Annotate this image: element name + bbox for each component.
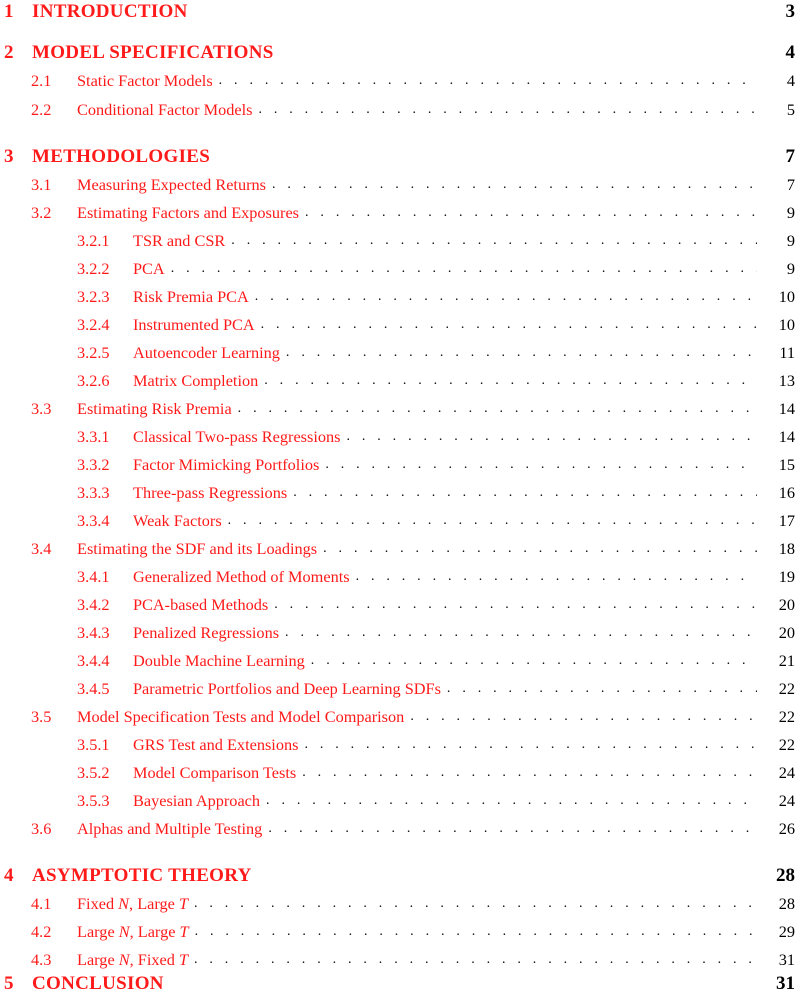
entry-number: 3.3: [31, 399, 52, 418]
entry-number: 3.5.3: [77, 791, 110, 810]
page-number: 29: [778, 922, 795, 941]
toc-entry[interactable]: [0, 705, 805, 729]
section-number: 4: [4, 865, 14, 886]
toc-entry[interactable]: [0, 509, 805, 533]
entry-title[interactable]: TSR and CSR: [133, 231, 226, 250]
entry-number: 2.1: [31, 71, 52, 90]
dot-leader: [410, 709, 757, 725]
dot-leader: [286, 345, 757, 361]
page-number: 3: [785, 1, 795, 22]
toc-entry[interactable]: [0, 621, 805, 645]
entry-number: 3.3.2: [77, 455, 110, 474]
page-number: 24: [778, 763, 795, 782]
entry-number: 4.1: [31, 894, 52, 913]
entry-title[interactable]: [77, 922, 189, 942]
dot-leader: [238, 401, 757, 417]
dot-leader: [346, 429, 757, 445]
math-var: T: [178, 894, 188, 913]
entry-number: 3.4.5: [77, 679, 110, 698]
toc-entry[interactable]: [0, 948, 805, 972]
entry-title[interactable]: PCA-based Methods: [133, 595, 269, 614]
toc-entry[interactable]: [0, 920, 805, 944]
toc-entry[interactable]: [0, 173, 805, 197]
dot-leader: [194, 896, 757, 912]
page-number: 31: [776, 973, 795, 994]
title-text: Fixed: [77, 894, 119, 913]
toc-entry[interactable]: [0, 229, 805, 253]
page-number: 5: [786, 100, 795, 119]
page-number: 22: [778, 707, 795, 726]
entry-title[interactable]: GRS Test and Extensions: [133, 735, 299, 754]
page-number: 24: [778, 791, 795, 810]
section-number: 3: [4, 146, 14, 167]
section-number: 5: [4, 973, 14, 994]
section-number: 2: [4, 42, 14, 63]
entry-number: 3.2.6: [77, 371, 110, 390]
entry-number: 3.2.2: [77, 259, 110, 278]
entry-title[interactable]: [77, 894, 188, 914]
entry-number: 3.2.1: [77, 231, 110, 250]
toc-entry[interactable]: [0, 201, 805, 225]
dot-leader: [356, 569, 757, 585]
page-number: 15: [778, 455, 795, 474]
entry-title[interactable]: Three-pass Regressions: [133, 483, 288, 502]
entry-number: 3.1: [31, 175, 52, 194]
page-number: 28: [776, 865, 795, 886]
dot-leader: [272, 177, 757, 193]
entry-title[interactable]: Autoencoder Learning: [133, 343, 280, 362]
entry-number: 3.2.3: [77, 287, 110, 306]
page-number: 14: [778, 427, 795, 446]
dot-leader: [264, 373, 757, 389]
dot-leader: [266, 793, 757, 809]
entry-number: 4.2: [31, 922, 52, 941]
page-number: 9: [786, 231, 795, 250]
entry-title[interactable]: Bayesian Approach: [133, 791, 261, 810]
entry-number: 3.6: [31, 819, 52, 838]
toc-entry[interactable]: [0, 677, 805, 701]
entry-title[interactable]: Estimating Risk Premia: [77, 399, 232, 418]
math-var: N: [118, 922, 130, 941]
toc-entry[interactable]: [0, 789, 805, 813]
dot-leader: [194, 952, 757, 968]
math-var: T: [178, 950, 188, 969]
page-number: 31: [778, 950, 795, 969]
entry-number: 3.4.1: [77, 567, 110, 586]
dot-leader: [304, 737, 757, 753]
page-number: 19: [778, 567, 795, 586]
toc-entry[interactable]: [0, 593, 805, 617]
page-number: 18: [778, 539, 795, 558]
toc-entry[interactable]: [0, 257, 805, 281]
toc-entry[interactable]: [0, 397, 805, 421]
dot-leader: [228, 513, 757, 529]
entry-title[interactable]: Measuring Expected Returns: [77, 175, 266, 194]
math-var: N: [118, 894, 130, 913]
math-var: N: [118, 950, 130, 969]
toc-entry[interactable]: [0, 892, 805, 916]
toc-entry[interactable]: [0, 537, 805, 561]
toc-section-introduction[interactable]: [0, 0, 805, 24]
dot-leader: [274, 597, 757, 613]
entry-title[interactable]: Estimating the SDF and its Loadings: [77, 539, 318, 558]
page-number: 20: [778, 623, 795, 642]
entry-title[interactable]: Weak Factors: [133, 511, 222, 530]
title-text: , Large: [129, 894, 179, 913]
page-number: 13: [778, 371, 795, 390]
toc-section-conclusion[interactable]: [0, 972, 805, 996]
section-number: 1: [4, 1, 14, 22]
toc-section-asymptotic-theory[interactable]: [0, 864, 805, 888]
page-number: 17: [778, 511, 795, 530]
section-title[interactable]: INTRODUCTION: [32, 1, 188, 22]
title-text: Large: [77, 922, 119, 941]
dot-leader: [171, 261, 757, 277]
page-number: 9: [786, 203, 795, 222]
entry-number: 2.2: [31, 100, 52, 119]
dot-leader: [255, 289, 757, 305]
dot-leader: [195, 924, 757, 940]
section-title[interactable]: ASYMPTOTIC THEORY: [32, 865, 252, 886]
dot-leader: [293, 485, 757, 501]
title-text: , Large: [129, 922, 180, 941]
section-title[interactable]: MODEL SPECIFICATIONS: [32, 42, 274, 63]
entry-number: 3.5.2: [77, 763, 110, 782]
entry-number: 3.4.3: [77, 623, 110, 642]
toc-entry[interactable]: [0, 425, 805, 449]
entry-title[interactable]: Alphas and Multiple Testing: [77, 819, 263, 838]
entry-number: 3.2.5: [77, 343, 110, 362]
entry-number: 3.3.4: [77, 511, 110, 530]
entry-number: 3.5: [31, 707, 52, 726]
page-number: 26: [778, 819, 795, 838]
dot-leader: [219, 73, 757, 89]
dot-leader: [285, 625, 757, 641]
dot-leader: [447, 681, 757, 697]
page-number: 11: [779, 343, 795, 362]
entry-title[interactable]: Factor Mimicking Portfolios: [133, 455, 320, 474]
section-title[interactable]: CONCLUSION: [32, 973, 164, 994]
entry-title[interactable]: Conditional Factor Models: [77, 100, 253, 119]
entry-number: 4.3: [31, 950, 52, 969]
page-number: 7: [786, 175, 795, 194]
title-text: Large: [77, 950, 119, 969]
toc-entry[interactable]: [0, 733, 805, 757]
toc-entry[interactable]: [0, 341, 805, 365]
section-title[interactable]: METHODOLOGIES: [32, 146, 211, 167]
page-number: 14: [778, 399, 795, 418]
title-text: , Fixed: [129, 950, 179, 969]
page-number: 16: [778, 483, 795, 502]
entry-number: 3.3.1: [77, 427, 110, 446]
entry-title[interactable]: Model Specification Tests and Model Comparison: [77, 707, 405, 726]
page-number: 10: [778, 315, 795, 334]
entry-title[interactable]: Penalized Regressions: [133, 623, 280, 642]
entry-title[interactable]: Instrumented PCA: [133, 315, 255, 334]
toc-entry[interactable]: [0, 453, 805, 477]
entry-title[interactable]: Generalized Method of Moments: [133, 567, 350, 586]
dot-leader: [305, 205, 757, 221]
math-var: T: [179, 922, 189, 941]
entry-number: 3.2.4: [77, 315, 110, 334]
dot-leader: [302, 765, 757, 781]
page-number: 22: [778, 679, 795, 698]
entry-title[interactable]: Matrix Completion: [133, 371, 259, 390]
entry-title[interactable]: Estimating Factors and Exposures: [77, 203, 300, 222]
entry-title[interactable]: Parametric Portfolios and Deep Learning SDFs: [133, 679, 441, 698]
entry-title[interactable]: Risk Premia PCA: [133, 287, 249, 306]
dot-leader: [261, 317, 757, 333]
toc-entry[interactable]: [0, 481, 805, 505]
entry-number: 3.4.2: [77, 595, 110, 614]
entry-title[interactable]: Double Machine Learning: [133, 651, 305, 670]
page-number: 22: [778, 735, 795, 754]
entry-number: 3.3.3: [77, 483, 110, 502]
page-number: 9: [786, 259, 795, 278]
entry-title[interactable]: [77, 950, 188, 970]
toc-entry[interactable]: [0, 98, 805, 122]
entry-number: 3.4: [31, 539, 52, 558]
entry-title[interactable]: Static Factor Models: [77, 71, 213, 90]
dot-leader: [258, 102, 757, 118]
dot-leader: [231, 233, 757, 249]
dot-leader: [325, 457, 757, 473]
page-number: 10: [778, 287, 795, 306]
toc-section-methodologies[interactable]: [0, 145, 805, 169]
entry-title[interactable]: Classical Two-pass Regressions: [133, 427, 341, 446]
dot-leader: [311, 653, 757, 669]
entry-title[interactable]: PCA: [133, 259, 165, 278]
entry-title[interactable]: Model Comparison Tests: [133, 763, 297, 782]
page-number: 20: [778, 595, 795, 614]
toc-entry[interactable]: [0, 313, 805, 337]
toc-entry[interactable]: [0, 649, 805, 673]
toc-entry[interactable]: [0, 761, 805, 785]
toc-entry[interactable]: [0, 69, 805, 93]
entry-number: 3.2: [31, 203, 52, 222]
page-number: 28: [778, 894, 795, 913]
toc-entry[interactable]: [0, 817, 805, 841]
page-number: 4: [785, 42, 795, 63]
dot-leader: [268, 821, 757, 837]
toc-entry[interactable]: [0, 369, 805, 393]
toc-entry[interactable]: [0, 285, 805, 309]
page-number: 4: [786, 71, 795, 90]
dot-leader: [323, 541, 757, 557]
entry-number: 3.4.4: [77, 651, 110, 670]
entry-number: 3.5.1: [77, 735, 110, 754]
toc-entry[interactable]: [0, 565, 805, 589]
toc-section-model-specifications[interactable]: [0, 41, 805, 65]
page-number: 7: [785, 146, 795, 167]
page-number: 21: [778, 651, 795, 670]
